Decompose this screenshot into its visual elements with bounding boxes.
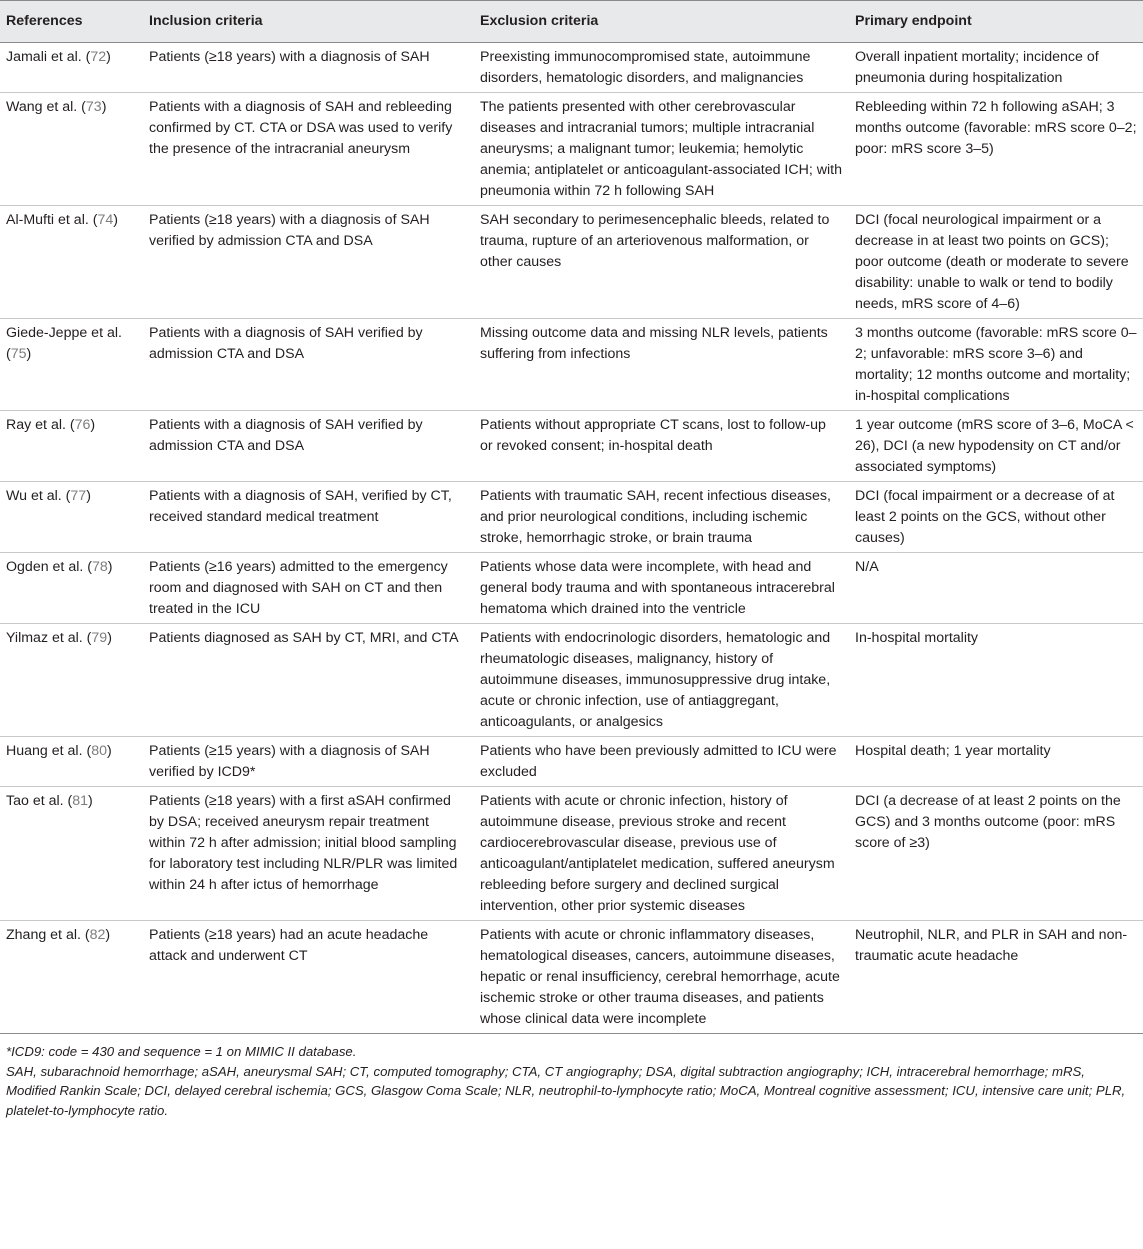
- cell-exclusion-criteria: SAH secondary to perimesencephalic bleeds, related to trauma, rupture of an arteriovenous malformation, or other causes: [463, 206, 846, 319]
- reference-author: Tao et al. (: [6, 793, 73, 809]
- reference-close: ): [26, 346, 32, 362]
- cell-inclusion-criteria: Patients diagnosed as SAH by CT, MRI, and CTA: [145, 624, 463, 737]
- reference-author: Wu et al. (: [6, 488, 71, 504]
- cell-inclusion-criteria: Patients (≥18 years) had an acute headache attack and underwent CT: [145, 921, 463, 1034]
- reference-close: ): [107, 630, 112, 646]
- reference-author: Jamali et al. (: [6, 49, 91, 65]
- cell-reference: [0, 411, 145, 482]
- cell-reference: [0, 737, 145, 787]
- cell-exclusion-criteria: Patients whose data were incomplete, with head and general body trauma and with spontaneous intracerebral hematoma which drained into the ventricle: [463, 553, 846, 624]
- table-row: [0, 43, 1143, 93]
- cell-inclusion-criteria: Patients (≥18 years) with a first aSAH confirmed by DSA; received aneurysm repair treatment within 72 h after admission; initial blood sampling for laboratory test including NLR/PLR was limited within 24 h after ictus of hemorrhage: [145, 787, 463, 921]
- footnote-icd9: *ICD9: code = 430 and sequence = 1 on MIMIC II database.: [6, 1044, 357, 1059]
- cell-reference: [0, 553, 145, 624]
- table-row: [0, 93, 1143, 206]
- table-row: [0, 206, 1143, 319]
- reference-close: ): [90, 417, 96, 433]
- cell-reference: [0, 206, 145, 319]
- cell-inclusion-criteria: Patients with a diagnosis of SAH verified by admission CTA and DSA: [145, 319, 463, 411]
- table-row: [0, 482, 1143, 553]
- table-header: [0, 1, 1143, 43]
- cell-inclusion-criteria: Patients (≥15 years) with a diagnosis of SAH verified by ICD9*: [145, 737, 463, 787]
- reference-author: Zhang et al. (: [6, 927, 90, 943]
- cell-primary-endpoint: N/A: [846, 553, 1143, 624]
- header-exclusion-criteria: Exclusion criteria: [463, 1, 846, 43]
- cell-primary-endpoint: In-hospital mortality: [846, 624, 1143, 737]
- table-footnotes: [0, 1034, 1143, 1120]
- cell-primary-endpoint: Neutrophil, NLR, and PLR in SAH and non-traumatic acute headache: [846, 921, 1143, 1034]
- table-row: [0, 411, 1143, 482]
- reference-number-link[interactable]: 75: [10, 346, 27, 362]
- reference-number-link[interactable]: 80: [91, 743, 107, 759]
- cell-primary-endpoint: Hospital death; 1 year mortality: [846, 737, 1143, 787]
- reference-author: Ray et al. (: [6, 417, 75, 433]
- cell-reference: [0, 482, 145, 553]
- cell-inclusion-criteria: Patients with a diagnosis of SAH, verified by CT, received standard medical treatment: [145, 482, 463, 553]
- cell-reference: [0, 787, 145, 921]
- reference-number-link[interactable]: 74: [97, 212, 114, 228]
- cell-exclusion-criteria: Missing outcome data and missing NLR levels, patients suffering from infections: [463, 319, 846, 411]
- reference-author: Huang et al. (: [6, 743, 92, 759]
- cell-exclusion-criteria: Patients with endocrinologic disorders, hematologic and rheumatologic diseases, malignancy, history of autoimmune diseases, immunosuppressive drug intake, acute or chronic infection, use of antiaggregant, anticoagulants, or analgesics: [463, 624, 846, 737]
- reference-number-link[interactable]: 81: [72, 793, 89, 809]
- reference-close: ): [113, 212, 118, 228]
- table-row: [0, 624, 1143, 737]
- table-row: [0, 319, 1143, 411]
- reference-close: ): [88, 793, 93, 809]
- table-row: [0, 553, 1143, 624]
- reference-number-link[interactable]: 78: [91, 559, 108, 575]
- cell-primary-endpoint: 1 year outcome (mRS score of 3–6, MoCA < 26), DCI (a new hypodensity on CT and/or associated symptoms): [846, 411, 1143, 482]
- cell-reference: [0, 624, 145, 737]
- reference-author: Giede-Jeppe et al. (: [6, 325, 122, 362]
- reference-close: ): [101, 99, 107, 115]
- table-row: [0, 787, 1143, 921]
- reference-close: ): [105, 927, 111, 943]
- cell-inclusion-criteria: Patients (≥18 years) with a diagnosis of SAH: [145, 43, 463, 93]
- reference-author: Wang et al. (: [6, 99, 86, 115]
- cell-exclusion-criteria: Patients with traumatic SAH, recent infectious diseases, and prior neurological conditions, including ischemic stroke, hemorrhagic stroke, or brain trauma: [463, 482, 846, 553]
- cell-primary-endpoint: DCI (a decrease of at least 2 points on the GCS) and 3 months outcome (poor: mRS score of ≥3): [846, 787, 1143, 921]
- cell-inclusion-criteria: Patients (≥18 years) with a diagnosis of SAH verified by admission CTA and DSA: [145, 206, 463, 319]
- header-references: References: [0, 1, 145, 43]
- reference-close: ): [107, 559, 113, 575]
- cell-primary-endpoint: DCI (focal neurological impairment or a decrease in at least two points on GCS); poor outcome (death or moderate to severe disability: unable to walk or tend to bodily needs, mRS score of 4–6): [846, 206, 1143, 319]
- reference-number-link[interactable]: 79: [91, 630, 108, 646]
- reference-author: Ogden et al. (: [6, 559, 92, 575]
- footnote-abbreviations: SAH, subarachnoid hemorrhage; aSAH, aneurysmal SAH; CT, computed tomography; CTA, CT angiography; DSA, digital subtraction angiography; ICH, intracerebral hemorrhage; mRS, Modified Rankin Scale; DCI, delayed cerebral ischemia; GCS, Glasgow Coma Scale; NLR, neutrophil-to-lymphocyte ratio; MoCA, Montreal cognitive assessment; ICU, intensive care unit; PLR, platelet-to-lymphocyte ratio.: [6, 1063, 1126, 1118]
- cell-reference: [0, 319, 145, 411]
- reference-number-link[interactable]: 72: [90, 49, 107, 65]
- cell-exclusion-criteria: Patients who have been previously admitted to ICU were excluded: [463, 737, 846, 787]
- cell-reference: [0, 43, 145, 93]
- reference-close: ): [106, 743, 112, 759]
- cell-inclusion-criteria: Patients with a diagnosis of SAH and rebleeding confirmed by CT. CTA or DSA was used to verify the presence of the intracranial aneurysm: [145, 93, 463, 206]
- header-primary-endpoint: Primary endpoint: [846, 1, 1143, 43]
- table-row: [0, 737, 1143, 787]
- reference-author: Al-Mufti et al. (: [6, 212, 98, 228]
- cell-primary-endpoint: Rebleeding within 72 h following aSAH; 3 months outcome (favorable: mRS score 0–2; poor: mRS score 3–5): [846, 93, 1143, 206]
- header-row: [0, 1, 1143, 43]
- reference-author: Yilmaz et al. (: [6, 630, 92, 646]
- cell-exclusion-criteria: The patients presented with other cerebrovascular diseases and intracranial tumors; multiple intracranial aneurysms; a malignant tumor; leukemia; hemolytic anemia; antiplatelet or anticoagulant-associated ICH; with pneumonia within 72 h following SAH: [463, 93, 846, 206]
- table-row: [0, 921, 1143, 1034]
- cell-reference: [0, 921, 145, 1034]
- reference-number-link[interactable]: 73: [85, 99, 102, 115]
- cell-primary-endpoint: DCI (focal impairment or a decrease of at least 2 points on the GCS, without other causes): [846, 482, 1143, 553]
- reference-number-link[interactable]: 77: [70, 488, 87, 504]
- cell-inclusion-criteria: Patients with a diagnosis of SAH verified by admission CTA and DSA: [145, 411, 463, 482]
- cell-exclusion-criteria: Preexisting immunocompromised state, autoimmune disorders, hematologic disorders, and malignancies: [463, 43, 846, 93]
- reference-number-link[interactable]: 76: [74, 417, 91, 433]
- reference-close: ): [106, 49, 111, 65]
- cell-exclusion-criteria: Patients with acute or chronic inflammatory diseases, hematological diseases, cancers, autoimmune diseases, hepatic or renal insufficiency, cerebral hemorrhage, acute ischemic stroke or other trauma diseases, and patients whose clinical data were incomplete: [463, 921, 846, 1034]
- cell-exclusion-criteria: Patients without appropriate CT scans, lost to follow-up or revoked consent; in-hospital death: [463, 411, 846, 482]
- cell-primary-endpoint: Overall inpatient mortality; incidence of pneumonia during hospitalization: [846, 43, 1143, 93]
- reference-close: ): [86, 488, 91, 504]
- cell-primary-endpoint: 3 months outcome (favorable: mRS score 0–2; unfavorable: mRS score 3–6) and mortality; 12 months outcome and mortality; in-hospital complications: [846, 319, 1143, 411]
- table-body: [0, 43, 1143, 1034]
- reference-number-link[interactable]: 82: [89, 927, 106, 943]
- header-inclusion-criteria: Inclusion criteria: [145, 1, 463, 43]
- cell-inclusion-criteria: Patients (≥16 years) admitted to the emergency room and diagnosed with SAH on CT and then treated in the ICU: [145, 553, 463, 624]
- cell-reference: [0, 93, 145, 206]
- cell-exclusion-criteria: Patients with acute or chronic infection, history of autoimmune disease, previous stroke and recent cardiocerebrovascular disease, previous use of anticoagulant/antiplatelet medication, suffered aneurysm rebleeding before surgery and declined surgical intervention, other prior systemic diseases: [463, 787, 846, 921]
